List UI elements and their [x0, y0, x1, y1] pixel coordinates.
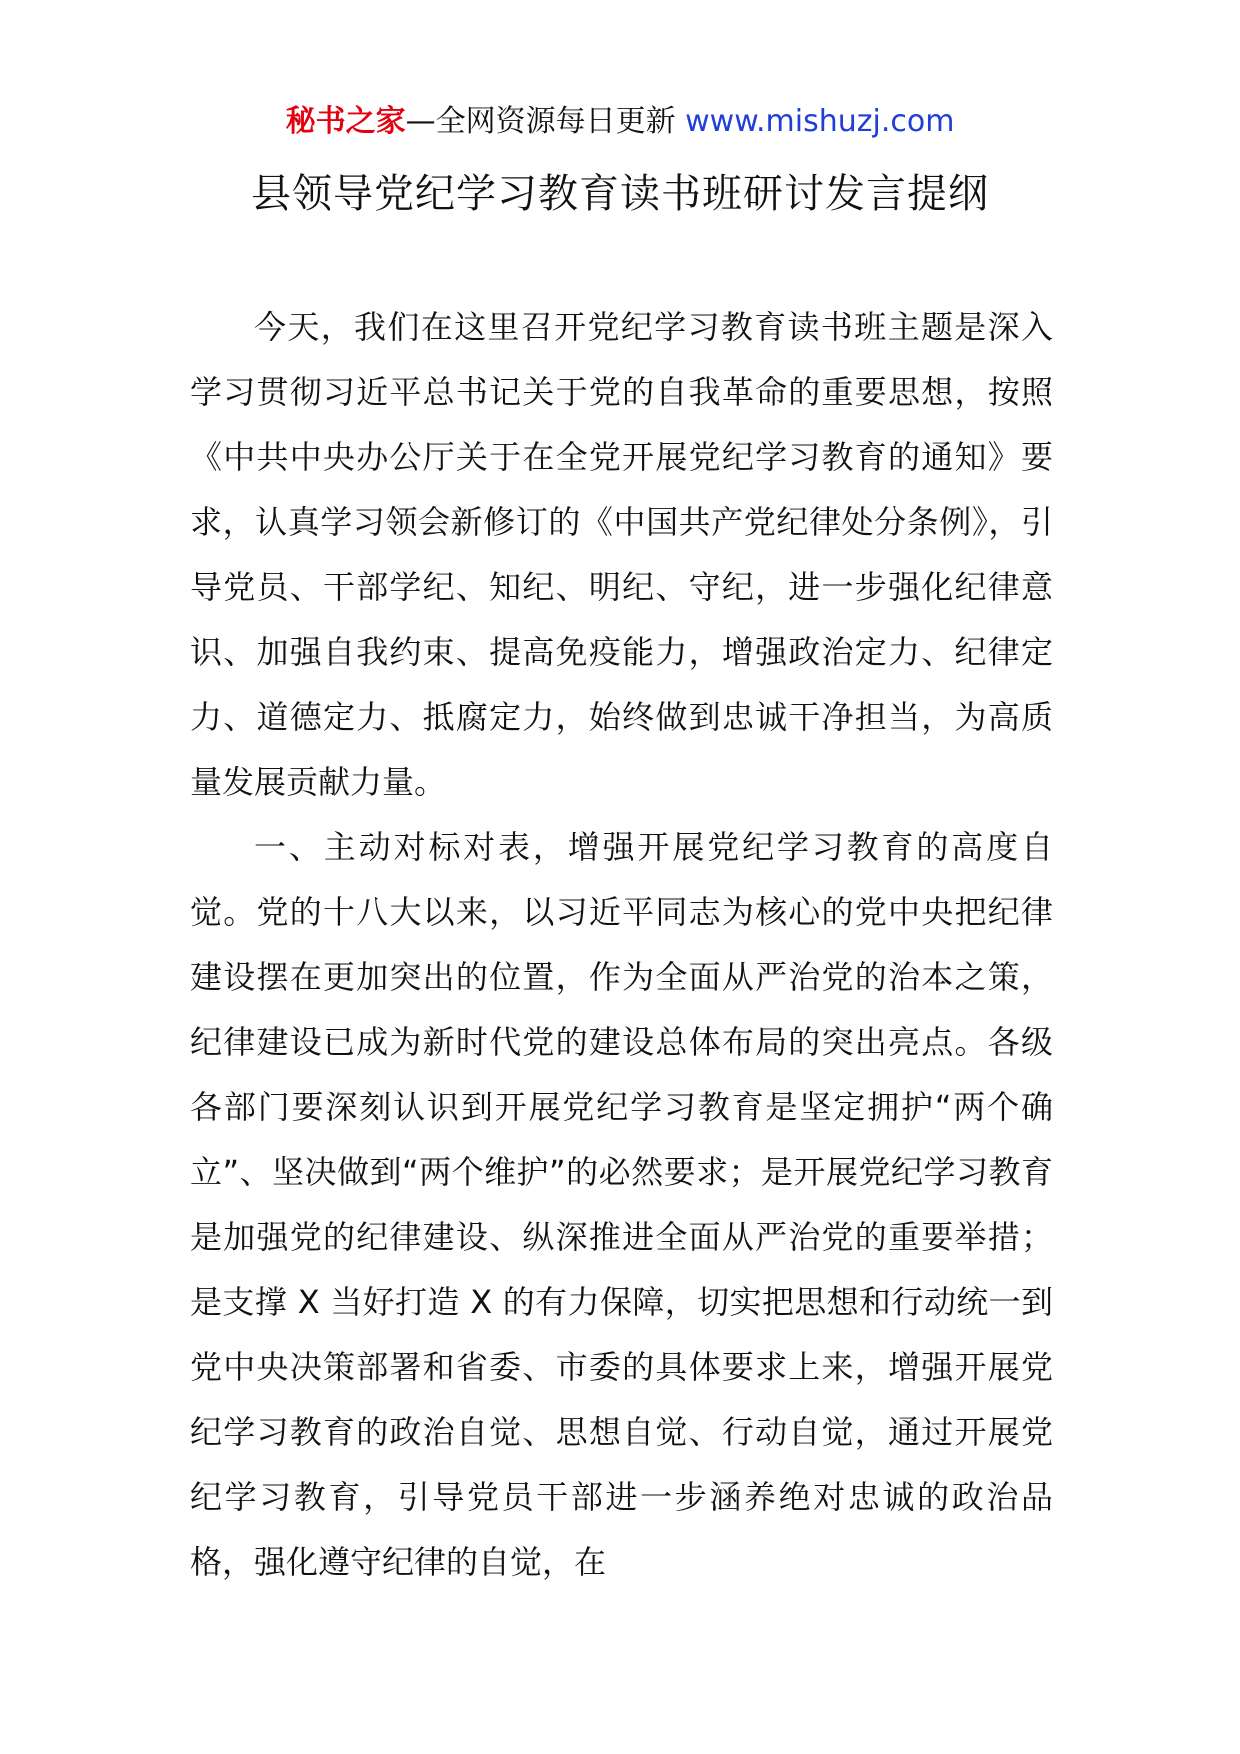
paragraph-text: 党的十八大以来，以习近平同志为核心的党中央把纪律建设摆在更加突出的位置，作为全面从严治党的治本之策，纪律建设已成为新时代党的建设总体布局的突出亮点。各级各部门要深刻认识到开展党纪学习教育是坚定拥护“两个确立”、坚决做到“两个维护”的必然要求；是开展党纪学习教育是加强党的纪律建设、纵深推进全面从严治党的重要举措；是支撑 X 当好打造 X 的有力保障，切实把思想和行动统一到党中央决策部署和省委、市委的具体要求上来，增强开展党纪学习教育的政治自觉、思想自觉、行动自觉，通过开展党纪学习教育，引导党员干部进一步涵养绝对忠诚的政治品格，强化遵守纪律的自觉，在 — [190, 893, 1053, 1581]
paragraph-text: 今天，我们在这里召开党纪学习教育读书班主题是深入学习贯彻习近平总书记关于党的自我革命的重要思想，按照《中共中央办公厅关于在全党开展党纪学习教育的通知》要求，认真学习领会新修订的《中国共产党纪律处分条例》，引导党员、干部学纪、知纪、明纪、守纪，进一步强化纪律意识、加强自我约束、提高免疫能力，增强政治定力、纪律定力、道德定力、抵腐定力，始终做到忠诚干净担当，为高质量发展贡献力量。 — [190, 308, 1053, 801]
paragraph-section-one — [190, 815, 1053, 1595]
site-url-link[interactable]: www.mishuzj.com — [685, 104, 955, 139]
section-heading: 一、主动对标对表，增强开展党纪学习教育的高度自觉。 — [190, 828, 1053, 931]
brand-name: 秘书之家 — [285, 104, 406, 139]
paragraph-intro — [190, 295, 1053, 815]
site-header — [0, 100, 1240, 144]
document-title: 县领导党纪学习教育读书班研讨发言提纲 — [251, 171, 989, 217]
header-tagline: —全网资源每日更新 — [405, 104, 676, 139]
document-body — [190, 295, 1053, 1595]
